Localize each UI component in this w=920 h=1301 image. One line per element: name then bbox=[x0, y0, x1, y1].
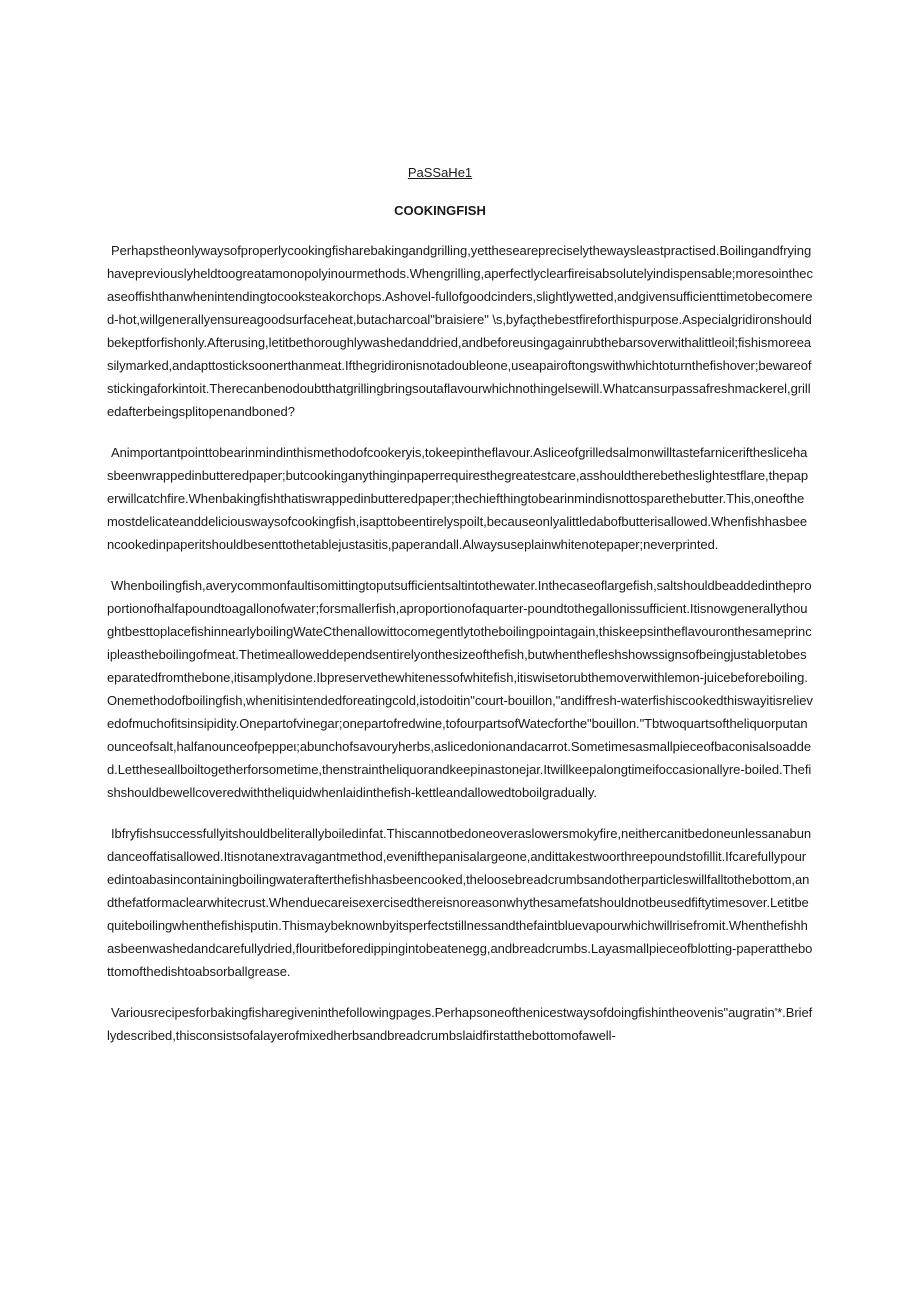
document-body bbox=[107, 239, 813, 1065]
paragraph-paper-cooking: Animportantpointtobearinmindinthismethodofcookeryis,tokeepintheflavour.Asliceofgrilledsalmonwilltastefarniceriftheslicehasbeenwrappedinbutteredpaper;butcookinganythinginpaperrequiresthegreatestcare,asshouldtherebetheslightestflare,thepaperwillcatchfire.Whenbakingfishthatiswrappedinbutteredpaper;thechiefthingtobearinmindisnottosparethebutter.This,oneofthemostdelicateanddeliciouswaysofcookingfish,isapttobeentirelyspoilt,becauseonlyalittledabofbutterisallowed.Whenfishhasbeencookedinpaperitshouldbesenttothetablejustasitis,paperandall.Alwaysuseplainwhitenotepaper;neverprinted. bbox=[107, 445, 809, 552]
paragraph-baking: Variousrecipesforbakingfisharegiveninthefollowingpages.Perhapsoneofthenicestwaysofdoingfishintheovenis"augratin'*.Brieflydescribed,thisconsistsofalayerofmixedherbsandbreadcrumbslaidfirstatthebottomofawell- bbox=[107, 1005, 813, 1043]
paragraph-boiling: Whenboilingfish,averycommonfaultisomittingtoputsufficientsaltintothewater.Inthecaseoflargefish,saltshouldbeaddedintheproportionofhalfapoundtoagallonofwater;forsmallerfish,aproportionofaquarter-poundtothegallonissufficient.ItisnowgenerallythoughtbesttoplacefishinnearlyboilingWateCthenallowittocomegentlytotheboilingpointagain,thiskeepsintheflavouronthesameprincipleastheboilingofmeat.Thetimealloweddependsentirelyonthesizeofthefish,butwhenthefleshshowssignsofbeingjustabletobeseparatedfromthebone,itisamplydone.Ibpreservethewhitenessofwhitefish,itiswisetorubthemoverwithlemon-juicebeforeboiling.Onemethodofboilingfish,whenitisintendedforeatingcold,istodoitin"court-bouillon,"andiffresh-waterfishiscookedthiswayitisrelievedofmuchofitsinsipidity.Onepartofvinegar;onepartofredwine,tofourpartsofWatecforthe"bouillon."Tbtwoquartsoftheliquorputanounceofsalt,halfanounceofpeppeι;abunchofsavouryherbs,aslicedonionandacarrot.Sometimesasmallpieceofbaconisalsoadded.Lettheseallboiltogetherforsometime,thenstraintheliquorandkeepinastonejar.Itwillkeepalongtimeifoccasionallyre-boiled.Thefishshouldbewellcoveredwiththeliquidwhenlaidinthefish-kettleandallowedtoboilgradually. bbox=[107, 578, 813, 800]
paragraph-grilling: Perhapstheonlywaysofproperlycookingfisharebakingandgrilling,yettheseareprecisely​thewaysleastpractised.Boilingandfryinghavepreviouslyheldtoogreatamonopolyinourmethods.Whengrilling,aperfectlyclearfireisabsolutelyindispensable;moresointhecaseoffishthanwhenintendingtocooksteakorchops.Ashovel-fullofgoodcinders,slightlywetted,andgivensufficienttimetobecomered-hot,willgenerallyensureagoodsurfaceheat,butacharcoal"braisiere" \s,byfaçthebestfireforthispurpose.Aspecialgridironshouldbekeptforfishonly.Afterusing,letitbethoroughlywashedanddried,andbeforeusingagainrubthebarsoverwithalittleoil;fishismoreeasilymarked,andapttosticksoonerthanmeat.Ifthegridironisnotadoubleone,useapairoftongswithwhichtoturnthefishover;bewareofstickingaforkintoit.Therecanbenodoubtthatgrillingbringsoutaflavourwhichnothingelsewill.Whatcansurpassafreshmackerel,grilledafterbeingsplitopenandboned? bbox=[107, 243, 813, 419]
document-title: COOKINGFISH bbox=[394, 203, 486, 218]
passage-label: PaSSaHe1 bbox=[407, 165, 473, 180]
paragraph-frying: Ibfryfishsuccessfullyitshouldbeliterallyboiledinfat.Thiscannotbedoneoveraslowersmokyfire,neithercanitbedoneunlessanabundanceoffatisallowed.Itisnotanextravagantmethod,evenifthepanisalargeone,andittakestwoorthreepoundstofillit.Ifcarefullypouredintoabasincontainingboilingwaterafterthefishhasbeencooked,theloosebreadcrumbsandotherparticleswillfalltothebottom,andthefatformaclearwhitecrust.Whenduecareisexercisedthereisnoreasonwhythesamefatshouldnotbeusedfiftytimesover.Letitbequiteboilingwhenthefishisputin.Thismaybeknownbyitsperfectstillnessandthefaintbluevapourwhichwillrisefromit.Whenthefishhasbeenwashedandcarefullydried,flouritbeforedippingintobeatenegg,andbreadcrumbs.Layasmallpieceofblotting-paperatthebottomofthedishtoabsorballgrease. bbox=[107, 826, 813, 979]
